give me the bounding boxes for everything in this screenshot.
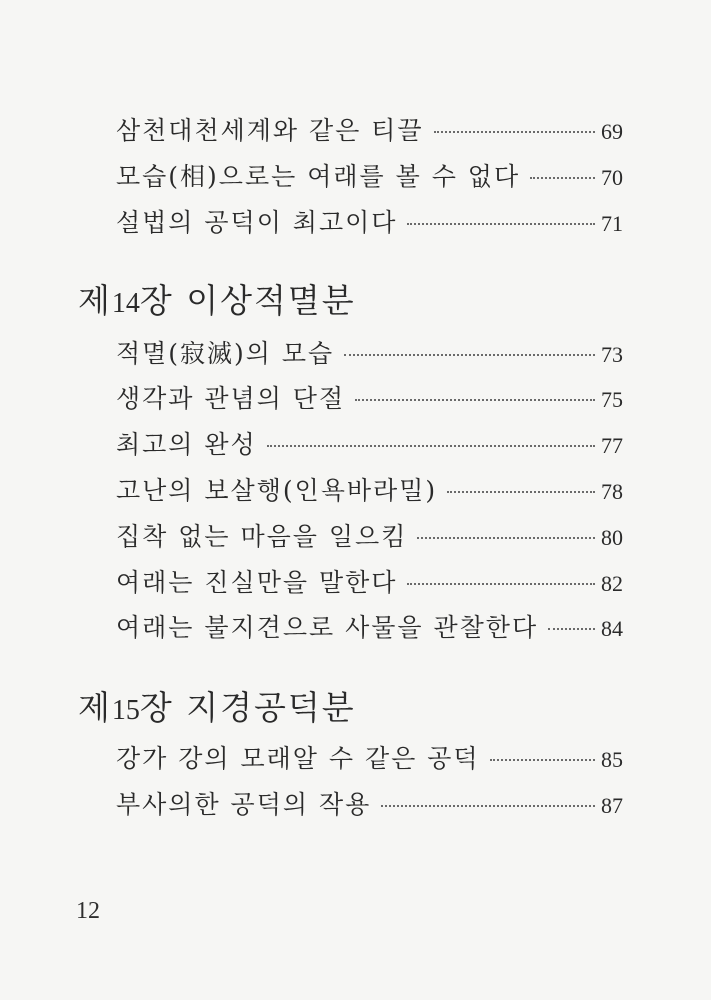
toc-entry-title: 부사의한 공덕의 작용	[116, 790, 372, 819]
toc-entry	[116, 742, 623, 776]
toc-entry	[116, 382, 623, 416]
toc-entry-page: 77	[601, 433, 623, 458]
toc-entry	[116, 566, 623, 600]
toc-entry-page: 70	[601, 165, 623, 190]
dot-leader	[355, 399, 595, 401]
toc-entry-title: 최고의 완성	[116, 430, 257, 459]
toc-entry	[116, 206, 623, 240]
chapter-number: 14	[111, 288, 140, 319]
dot-leader	[407, 223, 595, 225]
toc-entry-page: 73	[601, 342, 623, 367]
toc-entry-page: 71	[601, 211, 623, 236]
chapter-title: 장 이상적멸분	[139, 281, 356, 320]
toc-entry-title: 생각과 관념의 단절	[116, 384, 346, 413]
page-number: 12	[76, 898, 100, 924]
toc-entry	[116, 788, 623, 822]
dot-leader	[344, 354, 595, 356]
toc-entry-title: 적멸(寂滅)의 모습	[116, 339, 335, 368]
toc-entry-page: 80	[601, 525, 623, 550]
toc-entry-title: 삼천대천세계와 같은 티끌	[116, 116, 424, 145]
toc-entry-title: 모습(相)으로는 여래를 볼 수 없다	[116, 162, 521, 191]
toc-entry	[116, 160, 623, 194]
toc-entry-title: 여래는 진실만을 말한다	[116, 568, 398, 597]
toc-entry-page: 69	[601, 119, 623, 144]
toc-entry-page: 84	[601, 616, 623, 641]
toc-entry	[116, 611, 623, 645]
dot-leader	[530, 177, 595, 179]
dot-leader	[407, 583, 595, 585]
toc-entry-page: 78	[601, 479, 623, 504]
chapter-heading	[78, 281, 356, 324]
toc-entry-page: 87	[601, 793, 623, 818]
dot-leader	[267, 445, 595, 447]
toc-entry	[116, 114, 623, 148]
dot-leader	[447, 491, 595, 493]
toc-entry-title: 강가 강의 모래알 수 같은 공덕	[116, 744, 480, 773]
chapter-prefix: 제	[78, 688, 112, 727]
chapter-title: 장 지경공덕분	[139, 688, 356, 727]
dot-leader	[490, 759, 595, 761]
chapter-number: 15	[111, 695, 140, 726]
dot-leader	[548, 628, 595, 630]
chapter-heading	[78, 688, 356, 731]
toc-entry	[116, 520, 623, 554]
toc-entry-title: 설법의 공덕이 최고이다	[116, 208, 398, 237]
toc-entry-title: 집착 없는 마음을 일으킴	[116, 522, 408, 551]
dot-leader	[381, 805, 595, 807]
dot-leader	[417, 537, 595, 539]
toc-entry	[116, 337, 623, 371]
dot-leader	[434, 131, 595, 133]
toc-entry	[116, 428, 623, 462]
toc-entry-page: 82	[601, 571, 623, 596]
toc-entry	[116, 474, 623, 508]
toc-entry-title: 고난의 보살행(인욕바라밀)	[116, 476, 438, 505]
toc-entry-page: 75	[601, 387, 623, 412]
chapter-prefix: 제	[78, 281, 112, 320]
toc-entry-page: 85	[601, 747, 623, 772]
toc-entry-title: 여래는 불지견으로 사물을 관찰한다	[116, 613, 539, 642]
